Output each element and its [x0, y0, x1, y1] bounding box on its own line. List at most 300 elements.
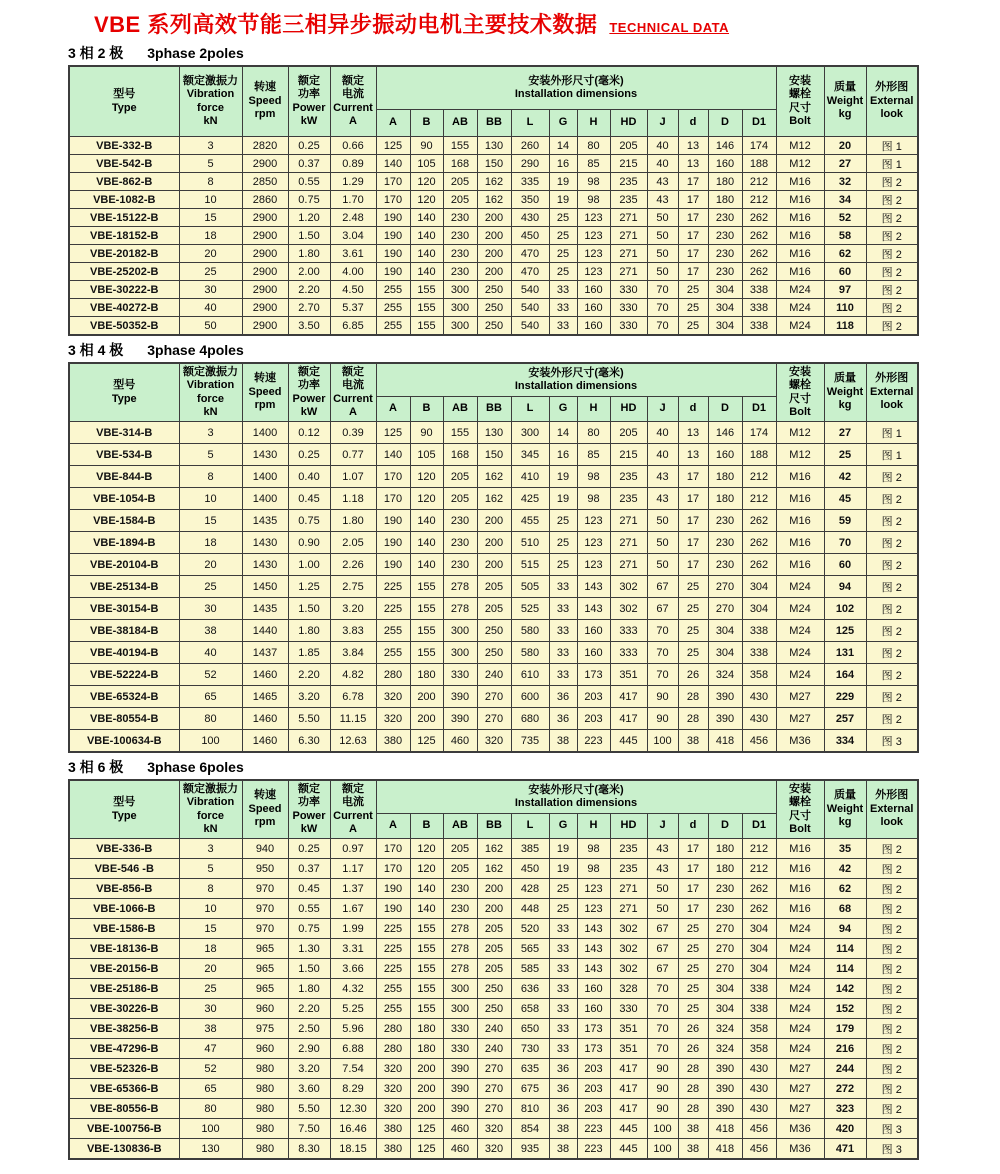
cell-speed: 1460 [242, 708, 288, 730]
cell-weight: 471 [824, 1139, 866, 1160]
cell-J: 50 [647, 245, 678, 263]
cell-d: 17 [678, 839, 708, 859]
cell-AB: 278 [443, 939, 477, 959]
cell-current: 3.66 [330, 959, 376, 979]
cell-L: 430 [511, 209, 549, 227]
cell-force: 10 [179, 899, 242, 919]
cell-AB: 205 [443, 191, 477, 209]
cell-bolt: M24 [776, 664, 824, 686]
cell-d: 17 [678, 245, 708, 263]
cell-D1: 304 [742, 939, 776, 959]
cell-current: 1.07 [330, 466, 376, 488]
cell-B: 200 [410, 1099, 443, 1119]
cell-d: 28 [678, 686, 708, 708]
cell-L: 510 [511, 532, 549, 554]
cell-D1: 212 [742, 859, 776, 879]
cell-weight: 27 [824, 422, 866, 444]
cell-weight: 97 [824, 281, 866, 299]
cell-current: 2.75 [330, 576, 376, 598]
cell-speed: 2820 [242, 137, 288, 155]
cell-D: 390 [708, 1079, 742, 1099]
table-row [69, 576, 918, 598]
cell-d: 17 [678, 899, 708, 919]
cell-d: 25 [678, 281, 708, 299]
section-heading-en: 3phase 2poles [147, 45, 244, 61]
cell-D: 230 [708, 209, 742, 227]
cell-weight: 272 [824, 1079, 866, 1099]
cell-D: 230 [708, 532, 742, 554]
section-6poles [68, 757, 942, 1160]
cell-type: VBE-40272-B [69, 299, 179, 317]
cell-D1: 338 [742, 299, 776, 317]
cell-H: 85 [577, 444, 610, 466]
cell-power: 1.00 [288, 554, 330, 576]
cell-H: 143 [577, 919, 610, 939]
table-row [69, 263, 918, 281]
cell-BB: 205 [477, 939, 511, 959]
cell-D1: 304 [742, 919, 776, 939]
table-header [69, 780, 918, 839]
cell-B: 140 [410, 532, 443, 554]
cell-look: 图 2 [866, 708, 918, 730]
cell-A: 190 [376, 510, 410, 532]
col-header-weight: 质量 Weight kg [824, 780, 866, 839]
cell-J: 70 [647, 664, 678, 686]
cell-AB: 300 [443, 620, 477, 642]
cell-speed: 980 [242, 1079, 288, 1099]
cell-BB: 130 [477, 137, 511, 155]
cell-D1: 262 [742, 899, 776, 919]
cell-look: 图 2 [866, 598, 918, 620]
cell-B: 155 [410, 959, 443, 979]
cell-speed: 960 [242, 1039, 288, 1059]
cell-L: 470 [511, 263, 549, 281]
cell-AB: 390 [443, 1079, 477, 1099]
cell-power: 2.50 [288, 1019, 330, 1039]
cell-B: 105 [410, 155, 443, 173]
table-row [69, 686, 918, 708]
cell-BB: 200 [477, 532, 511, 554]
table-row [69, 620, 918, 642]
cell-L: 635 [511, 1059, 549, 1079]
col-header-speed: 转速 Speed rpm [242, 66, 288, 137]
cell-type: VBE-546 -B [69, 859, 179, 879]
cell-BB: 250 [477, 979, 511, 999]
table-row [69, 1099, 918, 1119]
cell-force: 80 [179, 708, 242, 730]
cell-speed: 940 [242, 839, 288, 859]
cell-look: 图 2 [866, 281, 918, 299]
cell-D: 230 [708, 510, 742, 532]
cell-D: 270 [708, 939, 742, 959]
cell-HD: 215 [610, 155, 647, 173]
cell-d: 25 [678, 576, 708, 598]
cell-look: 图 2 [866, 1059, 918, 1079]
cell-L: 810 [511, 1099, 549, 1119]
cell-power: 1.50 [288, 959, 330, 979]
cell-d: 25 [678, 979, 708, 999]
cell-B: 140 [410, 245, 443, 263]
table-row [69, 299, 918, 317]
cell-D: 230 [708, 263, 742, 281]
col-header-H: H [577, 397, 610, 422]
cell-L: 448 [511, 899, 549, 919]
cell-type: VBE-542-B [69, 155, 179, 173]
cell-look: 图 2 [866, 859, 918, 879]
cell-look: 图 2 [866, 466, 918, 488]
cell-current: 16.46 [330, 1119, 376, 1139]
cell-H: 160 [577, 999, 610, 1019]
cell-D1: 188 [742, 155, 776, 173]
cell-weight: 216 [824, 1039, 866, 1059]
table-row [69, 664, 918, 686]
cell-D1: 430 [742, 1059, 776, 1079]
cell-d: 17 [678, 263, 708, 281]
cell-H: 98 [577, 839, 610, 859]
cell-BB: 200 [477, 554, 511, 576]
cell-D: 230 [708, 227, 742, 245]
cell-d: 25 [678, 959, 708, 979]
cell-H: 223 [577, 730, 610, 753]
cell-A: 320 [376, 708, 410, 730]
cell-weight: 125 [824, 620, 866, 642]
cell-speed: 1430 [242, 554, 288, 576]
cell-look: 图 2 [866, 979, 918, 999]
cell-force: 52 [179, 1059, 242, 1079]
cell-speed: 2900 [242, 317, 288, 336]
cell-power: 1.30 [288, 939, 330, 959]
cell-AB: 230 [443, 263, 477, 281]
cell-weight: 62 [824, 879, 866, 899]
cell-d: 17 [678, 191, 708, 209]
cell-power: 0.75 [288, 919, 330, 939]
col-header-D1: D1 [742, 397, 776, 422]
table-row [69, 899, 918, 919]
cell-type: VBE-1586-B [69, 919, 179, 939]
cell-d: 25 [678, 620, 708, 642]
cell-D: 304 [708, 281, 742, 299]
col-header-power: 额定 功率 Power kW [288, 363, 330, 422]
cell-power: 1.80 [288, 245, 330, 263]
cell-speed: 1400 [242, 488, 288, 510]
cell-force: 10 [179, 191, 242, 209]
cell-HD: 330 [610, 317, 647, 336]
col-header-AB: AB [443, 110, 477, 137]
table-row [69, 137, 918, 155]
cell-force: 18 [179, 939, 242, 959]
cell-BB: 162 [477, 191, 511, 209]
cell-current: 1.37 [330, 879, 376, 899]
cell-type: VBE-1066-B [69, 899, 179, 919]
cell-weight: 35 [824, 839, 866, 859]
cell-AB: 300 [443, 281, 477, 299]
cell-look: 图 2 [866, 532, 918, 554]
cell-type: VBE-20182-B [69, 245, 179, 263]
cell-AB: 205 [443, 839, 477, 859]
cell-bolt: M16 [776, 899, 824, 919]
cell-look: 图 2 [866, 1019, 918, 1039]
cell-look: 图 3 [866, 1119, 918, 1139]
cell-weight: 164 [824, 664, 866, 686]
cell-force: 8 [179, 879, 242, 899]
cell-B: 155 [410, 620, 443, 642]
cell-G: 33 [549, 999, 577, 1019]
col-header-B: B [410, 110, 443, 137]
cell-weight: 20 [824, 137, 866, 155]
cell-speed: 965 [242, 939, 288, 959]
table-row [69, 281, 918, 299]
cell-A: 170 [376, 173, 410, 191]
cell-BB: 250 [477, 299, 511, 317]
cell-bolt: M16 [776, 173, 824, 191]
cell-D1: 262 [742, 510, 776, 532]
cell-H: 173 [577, 1039, 610, 1059]
cell-D: 418 [708, 1139, 742, 1160]
cell-A: 190 [376, 209, 410, 227]
cell-L: 410 [511, 466, 549, 488]
cell-L: 650 [511, 1019, 549, 1039]
cell-D1: 262 [742, 532, 776, 554]
cell-H: 98 [577, 859, 610, 879]
cell-HD: 271 [610, 227, 647, 245]
cell-power: 0.25 [288, 137, 330, 155]
cell-current: 3.83 [330, 620, 376, 642]
cell-power: 0.12 [288, 422, 330, 444]
cell-look: 图 3 [866, 1139, 918, 1160]
col-header-weight: 质量 Weight kg [824, 363, 866, 422]
cell-current: 4.00 [330, 263, 376, 281]
cell-D: 180 [708, 173, 742, 191]
table-row [69, 1039, 918, 1059]
cell-type: VBE-52326-B [69, 1059, 179, 1079]
cell-J: 43 [647, 466, 678, 488]
cell-A: 255 [376, 620, 410, 642]
cell-bolt: M16 [776, 466, 824, 488]
cell-L: 675 [511, 1079, 549, 1099]
cell-BB: 162 [477, 859, 511, 879]
cell-force: 52 [179, 664, 242, 686]
cell-weight: 229 [824, 686, 866, 708]
cell-power: 1.25 [288, 576, 330, 598]
cell-J: 70 [647, 1019, 678, 1039]
cell-force: 3 [179, 839, 242, 859]
cell-type: VBE-1054-B [69, 488, 179, 510]
cell-look: 图 2 [866, 879, 918, 899]
cell-weight: 323 [824, 1099, 866, 1119]
cell-G: 33 [549, 919, 577, 939]
col-header-look: 外形图 External look [866, 780, 918, 839]
cell-BB: 200 [477, 245, 511, 263]
cell-power: 2.00 [288, 263, 330, 281]
cell-look: 图 2 [866, 317, 918, 336]
cell-L: 854 [511, 1119, 549, 1139]
cell-force: 38 [179, 620, 242, 642]
cell-D1: 338 [742, 620, 776, 642]
cell-type: VBE-47296-B [69, 1039, 179, 1059]
col-header-BB: BB [477, 397, 511, 422]
table-row [69, 730, 918, 753]
cell-bolt: M24 [776, 299, 824, 317]
cell-L: 565 [511, 939, 549, 959]
cell-speed: 2900 [242, 299, 288, 317]
cell-H: 123 [577, 227, 610, 245]
cell-weight: 110 [824, 299, 866, 317]
table-row [69, 939, 918, 959]
cell-L: 636 [511, 979, 549, 999]
cell-D1: 430 [742, 686, 776, 708]
cell-bolt: M12 [776, 155, 824, 173]
cell-d: 13 [678, 155, 708, 173]
cell-A: 125 [376, 137, 410, 155]
cell-force: 25 [179, 263, 242, 281]
cell-HD: 271 [610, 554, 647, 576]
cell-d: 25 [678, 939, 708, 959]
cell-BB: 200 [477, 879, 511, 899]
cell-power: 1.80 [288, 979, 330, 999]
cell-d: 25 [678, 299, 708, 317]
cell-B: 155 [410, 939, 443, 959]
cell-AB: 230 [443, 510, 477, 532]
cell-G: 19 [549, 466, 577, 488]
cell-G: 19 [549, 488, 577, 510]
cell-bolt: M24 [776, 281, 824, 299]
table-4poles [68, 362, 919, 753]
cell-power: 0.45 [288, 488, 330, 510]
cell-bolt: M27 [776, 1079, 824, 1099]
cell-D: 304 [708, 979, 742, 999]
table-row [69, 859, 918, 879]
cell-H: 80 [577, 137, 610, 155]
cell-weight: 60 [824, 554, 866, 576]
technical-data-label: TECHNICAL DATA [609, 20, 730, 35]
cell-D1: 430 [742, 1099, 776, 1119]
cell-H: 173 [577, 1019, 610, 1039]
cell-type: VBE-20156-B [69, 959, 179, 979]
cell-BB: 205 [477, 576, 511, 598]
cell-d: 13 [678, 444, 708, 466]
cell-force: 80 [179, 1099, 242, 1119]
cell-d: 28 [678, 1079, 708, 1099]
cell-power: 0.90 [288, 532, 330, 554]
cell-HD: 351 [610, 664, 647, 686]
table-body [69, 422, 918, 753]
cell-speed: 1465 [242, 686, 288, 708]
cell-J: 50 [647, 879, 678, 899]
cell-look: 图 2 [866, 919, 918, 939]
cell-speed: 2900 [242, 209, 288, 227]
cell-speed: 980 [242, 1099, 288, 1119]
col-header-d: d [678, 110, 708, 137]
table-row [69, 642, 918, 664]
cell-G: 33 [549, 1039, 577, 1059]
cell-power: 8.30 [288, 1139, 330, 1160]
cell-AB: 230 [443, 879, 477, 899]
cell-BB: 240 [477, 664, 511, 686]
col-header-AB: AB [443, 397, 477, 422]
cell-J: 90 [647, 1059, 678, 1079]
cell-type: VBE-38184-B [69, 620, 179, 642]
cell-d: 26 [678, 664, 708, 686]
cell-D: 324 [708, 1039, 742, 1059]
cell-A: 380 [376, 1119, 410, 1139]
cell-G: 33 [549, 299, 577, 317]
col-header-current: 额定 电流 Current A [330, 363, 376, 422]
table-row [69, 173, 918, 191]
cell-weight: 152 [824, 999, 866, 1019]
cell-B: 120 [410, 488, 443, 510]
cell-BB: 250 [477, 281, 511, 299]
cell-AB: 205 [443, 859, 477, 879]
cell-power: 1.80 [288, 620, 330, 642]
cell-A: 320 [376, 1099, 410, 1119]
section-4poles [68, 340, 942, 753]
cell-D: 390 [708, 708, 742, 730]
cell-speed: 970 [242, 899, 288, 919]
cell-bolt: M24 [776, 959, 824, 979]
cell-J: 70 [647, 299, 678, 317]
cell-force: 38 [179, 1019, 242, 1039]
cell-type: VBE-65366-B [69, 1079, 179, 1099]
col-header-J: J [647, 814, 678, 839]
cell-D1: 262 [742, 554, 776, 576]
cell-current: 12.30 [330, 1099, 376, 1119]
cell-L: 658 [511, 999, 549, 1019]
cell-D: 230 [708, 899, 742, 919]
cell-D: 390 [708, 686, 742, 708]
cell-AB: 300 [443, 317, 477, 336]
table-row [69, 839, 918, 859]
cell-type: VBE-50352-B [69, 317, 179, 336]
cell-look: 图 1 [866, 155, 918, 173]
cell-current: 5.37 [330, 299, 376, 317]
cell-weight: 420 [824, 1119, 866, 1139]
cell-current: 0.66 [330, 137, 376, 155]
cell-A: 140 [376, 155, 410, 173]
cell-force: 100 [179, 1119, 242, 1139]
col-header-A: A [376, 110, 410, 137]
col-header-bolt: 安装 螺栓 尺寸 Bolt [776, 780, 824, 839]
cell-current: 3.31 [330, 939, 376, 959]
cell-A: 280 [376, 1039, 410, 1059]
section-heading-en: 3phase 6poles [147, 759, 244, 775]
cell-H: 203 [577, 1059, 610, 1079]
cell-D: 160 [708, 444, 742, 466]
cell-bolt: M16 [776, 510, 824, 532]
cell-force: 25 [179, 979, 242, 999]
cell-power: 2.90 [288, 1039, 330, 1059]
cell-look: 图 2 [866, 263, 918, 281]
cell-A: 225 [376, 576, 410, 598]
cell-J: 50 [647, 263, 678, 281]
cell-d: 17 [678, 488, 708, 510]
cell-B: 155 [410, 317, 443, 336]
cell-AB: 230 [443, 209, 477, 227]
cell-BB: 200 [477, 510, 511, 532]
cell-weight: 42 [824, 466, 866, 488]
cell-HD: 302 [610, 919, 647, 939]
cell-bolt: M16 [776, 532, 824, 554]
cell-current: 3.20 [330, 598, 376, 620]
cell-HD: 330 [610, 299, 647, 317]
cell-current: 6.85 [330, 317, 376, 336]
col-header-dimensions: 安装外形尺寸(毫米) Installation dimensions [376, 66, 776, 110]
cell-D1: 338 [742, 281, 776, 299]
table-row [69, 979, 918, 999]
cell-J: 67 [647, 959, 678, 979]
cell-power: 0.45 [288, 879, 330, 899]
cell-force: 50 [179, 317, 242, 336]
cell-HD: 235 [610, 839, 647, 859]
